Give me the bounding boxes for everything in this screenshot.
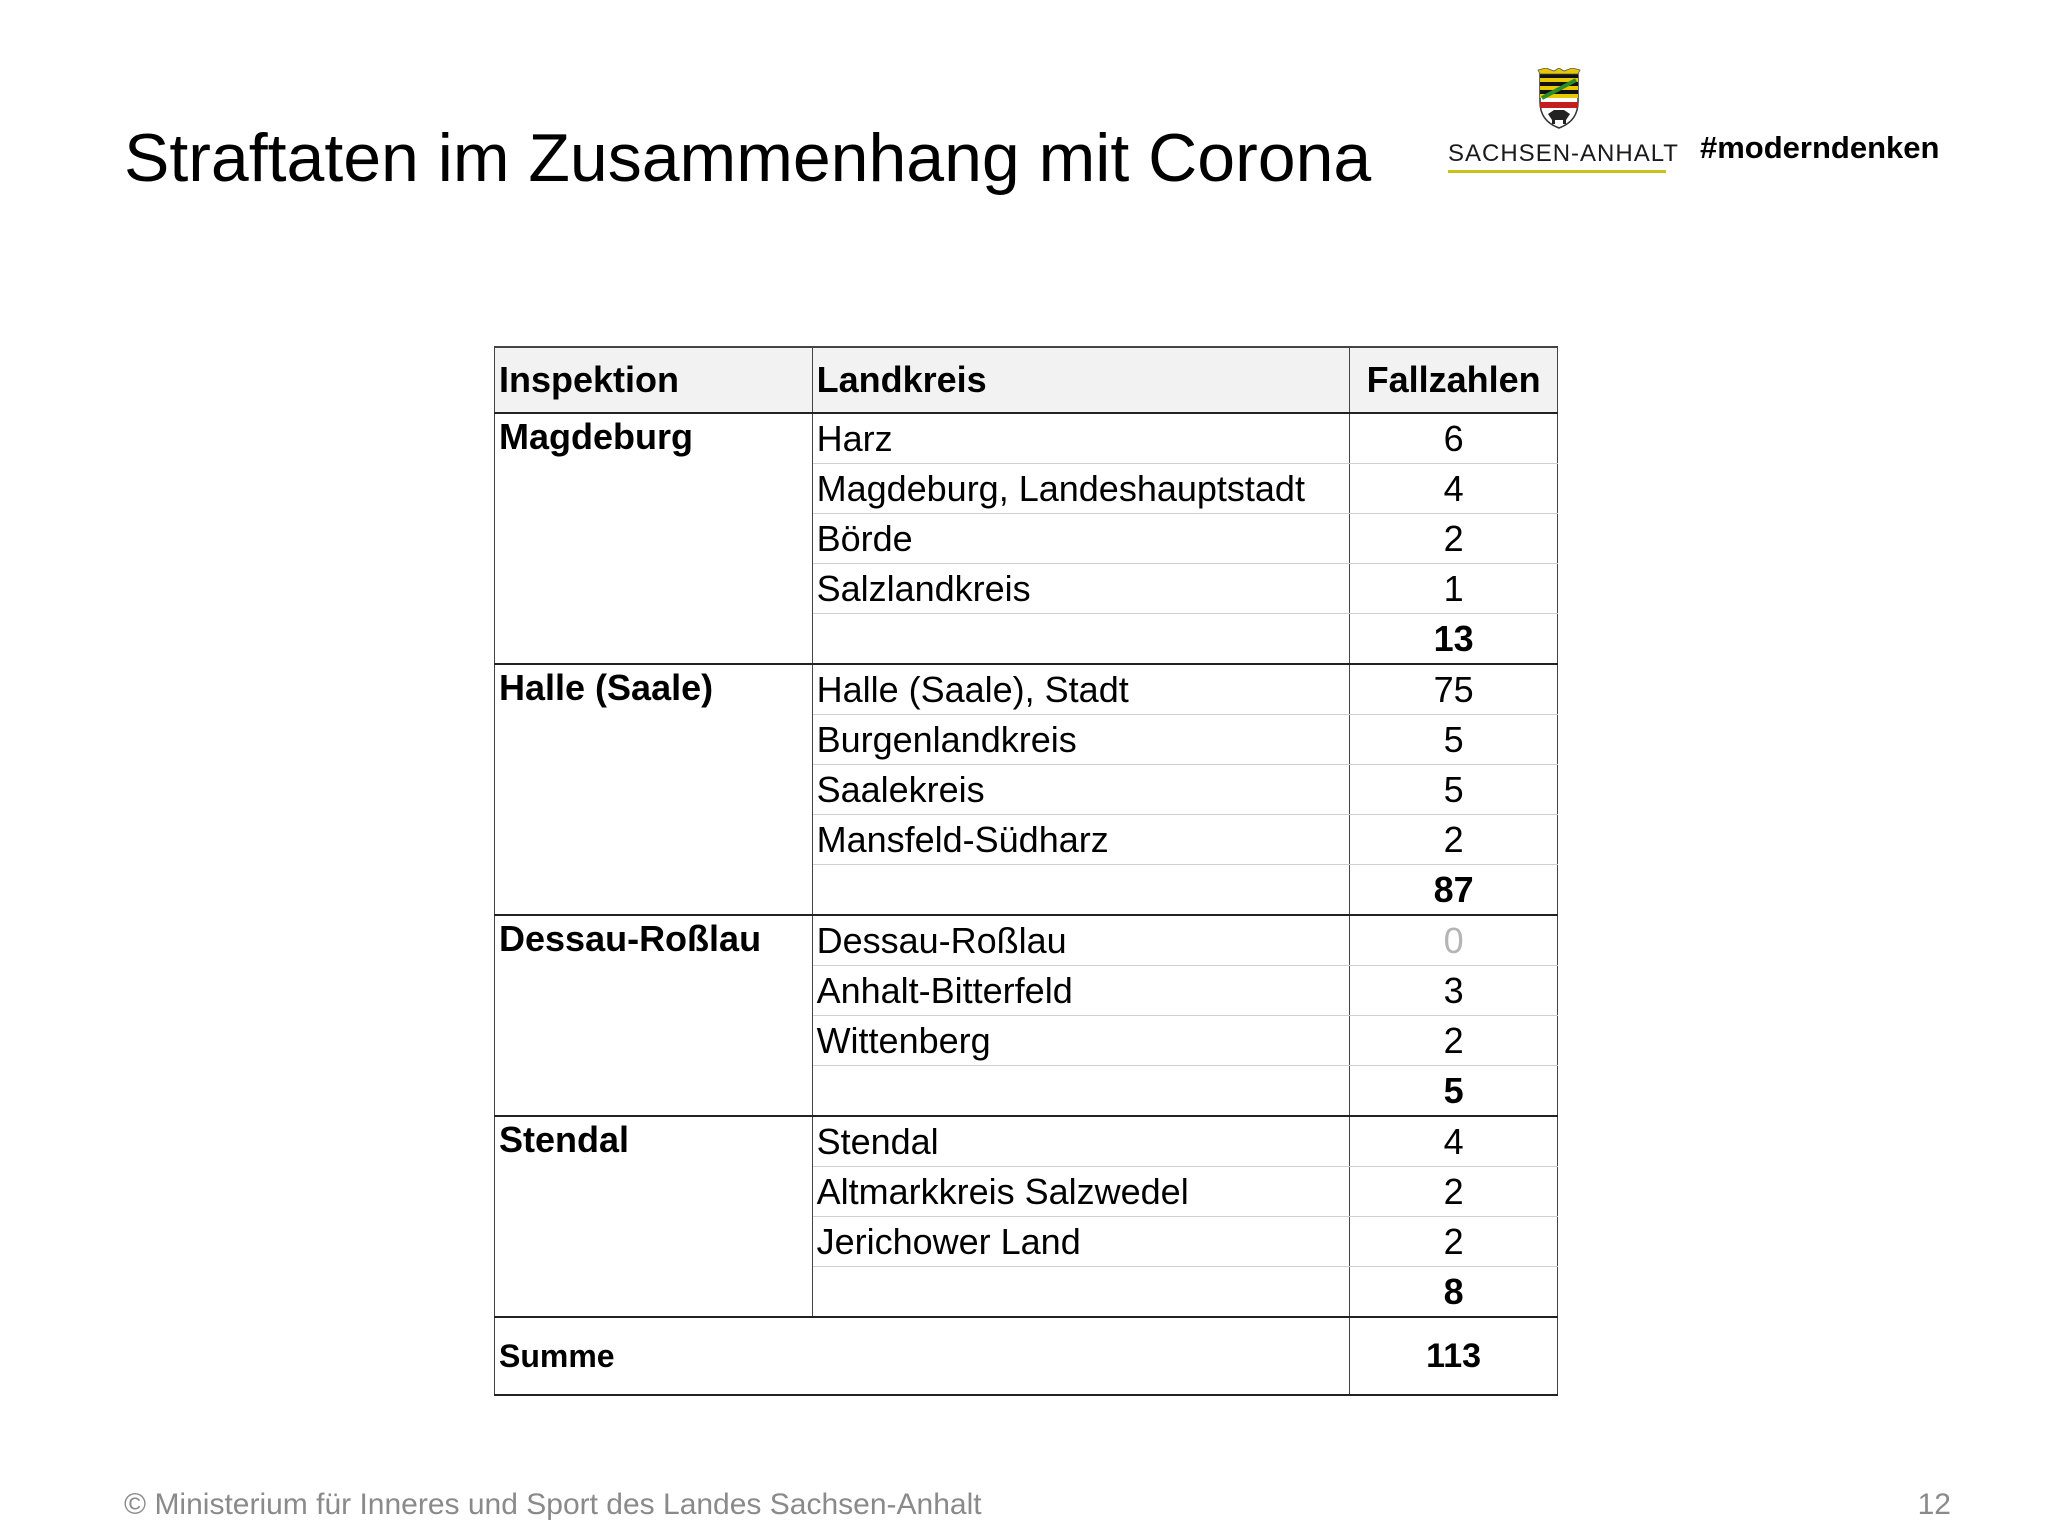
table-header-row <box>495 347 1558 413</box>
hashtag-logo: #moderndenken <box>1700 130 1940 165</box>
empty-cell <box>812 1267 1350 1318</box>
subtotal-cell: 8 <box>1350 1267 1558 1318</box>
header-landkreis: Landkreis <box>812 347 1350 413</box>
sum-row <box>495 1317 1558 1395</box>
landkreis-cell: Salzlandkreis <box>812 564 1350 614</box>
sum-label: Summe <box>495 1317 1350 1395</box>
logo-wordmark: SACHSEN-ANHALT <box>1448 140 1679 167</box>
empty-cell <box>812 1066 1350 1117</box>
header-inspektion: Inspektion <box>495 347 813 413</box>
sum-value: 113 <box>1350 1317 1558 1395</box>
table-row <box>495 1116 1558 1167</box>
page-number: 12 <box>1917 1488 1951 1521</box>
fallzahl-cell: 5 <box>1350 715 1558 765</box>
landkreis-cell: Dessau-Roßlau <box>812 915 1350 966</box>
landkreis-cell: Wittenberg <box>812 1016 1350 1066</box>
fallzahl-cell: 75 <box>1350 664 1558 715</box>
fallzahl-cell: 2 <box>1350 1016 1558 1066</box>
fallzahl-cell: 3 <box>1350 966 1558 1016</box>
landkreis-cell: Saalekreis <box>812 765 1350 815</box>
fallzahl-cell: 4 <box>1350 464 1558 514</box>
fallzahl-cell: 6 <box>1350 413 1558 464</box>
header-fallzahlen: Fallzahlen <box>1350 347 1558 413</box>
landkreis-cell: Altmarkkreis Salzwedel <box>812 1167 1350 1217</box>
sachsen-anhalt-logo <box>1448 68 1679 174</box>
table-body <box>495 413 1558 1395</box>
statistics-table <box>494 346 1558 1396</box>
landkreis-cell: Anhalt-Bitterfeld <box>812 966 1350 1016</box>
logo-underline <box>1448 170 1666 173</box>
fallzahl-cell: 2 <box>1350 1217 1558 1267</box>
subtotal-cell: 13 <box>1350 614 1558 665</box>
inspektion-cell: Dessau-Roßlau <box>495 915 813 1116</box>
fallzahl-cell: 5 <box>1350 765 1558 815</box>
coat-of-arms-icon <box>1534 68 1584 130</box>
table-row <box>495 664 1558 715</box>
fallzahl-cell: 0 <box>1350 915 1558 966</box>
inspektion-cell: Halle (Saale) <box>495 664 813 915</box>
landkreis-cell: Halle (Saale), Stadt <box>812 664 1350 715</box>
subtotal-cell: 87 <box>1350 865 1558 916</box>
empty-cell <box>812 614 1350 665</box>
fallzahl-cell: 1 <box>1350 564 1558 614</box>
landkreis-cell: Jerichower Land <box>812 1217 1350 1267</box>
empty-cell <box>812 865 1350 916</box>
subtotal-cell: 5 <box>1350 1066 1558 1117</box>
fallzahl-cell: 2 <box>1350 514 1558 564</box>
landkreis-cell: Börde <box>812 514 1350 564</box>
footer-copyright: © Ministerium für Inneres und Sport des Landes Sachsen-Anhalt <box>124 1488 982 1521</box>
landkreis-cell: Magdeburg, Landeshauptstadt <box>812 464 1350 514</box>
landkreis-cell: Mansfeld-Südharz <box>812 815 1350 865</box>
fallzahl-cell: 2 <box>1350 1167 1558 1217</box>
inspektion-cell: Stendal <box>495 1116 813 1317</box>
table-row <box>495 915 1558 966</box>
landkreis-cell: Stendal <box>812 1116 1350 1167</box>
slide-title: Straftaten im Zusammenhang mit Corona <box>124 120 1372 196</box>
table-row <box>495 413 1558 464</box>
landkreis-cell: Harz <box>812 413 1350 464</box>
inspektion-cell: Magdeburg <box>495 413 813 664</box>
fallzahl-cell: 2 <box>1350 815 1558 865</box>
fallzahl-cell: 4 <box>1350 1116 1558 1167</box>
landkreis-cell: Burgenlandkreis <box>812 715 1350 765</box>
